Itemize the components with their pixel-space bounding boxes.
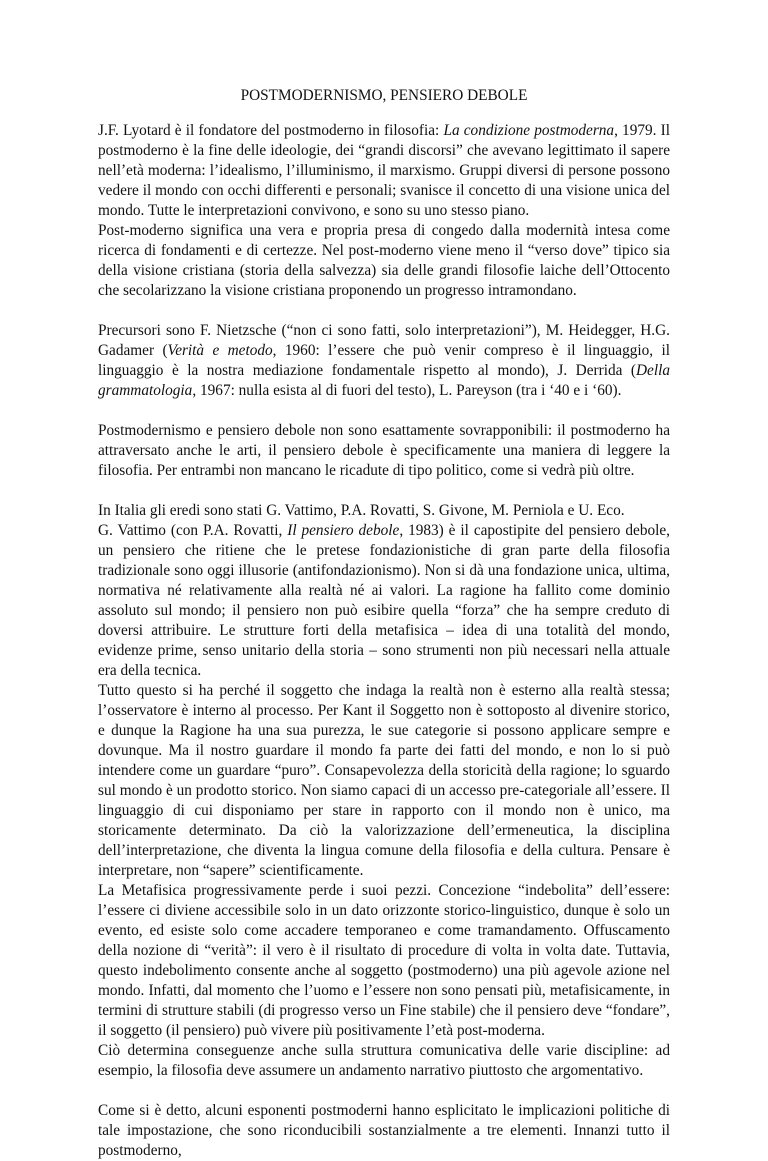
italic-title: La condizione postmoderna — [443, 122, 615, 139]
paragraph — [98, 1041, 670, 1081]
paragraph-gap — [98, 481, 670, 501]
text-run: Postmodernismo e pensiero debole non sono esattamente sovrapponibili: il postmoderno ha attraversato anche le arti, il pensiero debole è specificamente una maniera di leggere la filosofia. Per entrambi non mancano le ricadute di tipo politico, come si vedrà più oltre. — [98, 422, 670, 479]
paragraph — [98, 321, 670, 401]
text-run: Come si è detto, alcuni esponenti postmoderni hanno esplicitato le implicazioni politiche di tale impostazione, che sono riconducibili sostanzialmente a tre elementi. Innanzi tutto il postmoderno, — [98, 1102, 670, 1159]
text-run: , 1960: l’essere che può venir compreso è il linguaggio, il linguaggio è la nostra mediazione fondamentale rispetto al mondo), J. Derrida ( — [98, 342, 670, 379]
text-run: J.F. Lyotard è il fondatore del postmoderno in filosofia: — [98, 122, 444, 139]
text-run: , 1983) è il capostipite del pensiero debole, un pensiero che ritiene che le pretese fondazionistiche di gran parte della filosofia tradizionale sono oggi illusorie (antifondazionismo). Non si dà una fondazione unica, ultima, normativa né relativamente alla realtà né ai valori. La ragione ha fallito come dominio assoluto sul mondo; il pensiero non può esibire quella “forza” che ha sempre creduto di doversi attribuire. Le strutture forti della metafisica – idea di una totalità del mondo, evidenze prime, senso unitario della storia – sono strumenti non più necessari nella attuale era della tecnica. — [98, 522, 670, 679]
text-run: , 1967: nulla esista al di fuori del testo), L. Pareyson (tra i ‘40 e i ‘60). — [192, 382, 622, 399]
italic-title: Il pensiero debole — [287, 522, 400, 539]
text-run: In Italia gli eredi sono stati G. Vattimo, P.A. Rovatti, S. Givone, M. Perniola e U. Eco. — [98, 502, 625, 519]
text-run: Precursori sono F. Nietzsche (“non ci sono fatti, solo interpretazioni”), M. Heidegger, H.G. Gadamer ( — [98, 322, 670, 359]
paragraph — [98, 221, 670, 301]
paragraph — [98, 681, 670, 881]
paragraph — [98, 1101, 670, 1161]
text-run: , 1979. Il postmoderno è la fine delle ideologie, dei “grandi discorsi” che avevano legittimato il sapere nell’età moderna: l’idealismo, l’illuminismo, il marxismo. Gruppi diversi di persone possono vedere il mondo con occhi differenti e personali; svanisce il concetto di una visione unica del mondo. Tutte le interpretazioni convivono, e sono su uno stesso piano. — [98, 122, 670, 219]
italic-title: Della grammatologia — [98, 362, 670, 399]
paragraph-gap — [98, 401, 670, 421]
paragraph — [98, 521, 670, 681]
paragraph — [98, 881, 670, 1041]
document-page — [98, 86, 670, 1161]
paragraph — [98, 501, 670, 521]
text-run: G. Vattimo (con P.A. Rovatti, — [98, 522, 288, 539]
paragraph-gap — [98, 1081, 670, 1101]
text-run: Tutto questo si ha perché il soggetto che indaga la realtà non è esterno alla realtà stessa; l’osservatore è interno al processo. Per Kant il Soggetto non è sottoposto al divenire storico, e dunque la Ragione ha una sua purezza, le sue categorie si possono applicare sempre e dovunque. Ma il nostro guardare il mondo fa parte dei fatti del mondo, e non lo si può intendere come un guardare “puro”. Consapevolezza della storicità della ragione; lo sguardo sul mondo è un prodotto storico. Non siamo capaci di un accesso pre-categoriale all’essere. Il linguaggio di cui disponiamo per stare in rapporto con il mondo non è unico, ma storicamente determinato. Da ciò la valorizzazione dell’ermeneutica, la disciplina dell’interpretazione, che diventa la lingua comune della filosofia e della cultura. Pensare è interpretare, non “sapere” scientificamente. — [98, 682, 670, 879]
paragraph-gap — [98, 301, 670, 321]
document-title: POSTMODERNISMO, PENSIERO DEBOLE — [240, 87, 528, 104]
paragraph — [98, 121, 670, 221]
text-run: La Metafisica progressivamente perde i suoi pezzi. Concezione “indebolita” dell’essere: l’essere ci diviene accessibile solo in un dato orizzonte storico-linguistico, dunque è solo un evento, ed esiste solo come accadere temporaneo e come tramandamento. Offuscamento della nozione di “verità”: il vero è il risultato di procedure di volta in volta date. Tuttavia, questo indebolimento consente anche al soggetto (postmoderno) una più agevole azione nel mondo. Infatti, dal momento che l’uomo e l’essere non sono pensati più, metafisicamente, in termini di strutture stabili (di progresso verso un Fine stabile) che il pensiero deve “fondare”, il soggetto (il pensiero) può vivere più positivamente l’età post-moderna. — [98, 882, 670, 1039]
text-run: Ciò determina conseguenze anche sulla struttura comunicativa delle varie discipline: ad esempio, la filosofia deve assumere un andamento narrativo piuttosto che argomentativo. — [98, 1042, 670, 1079]
italic-title: Verità e metodo — [167, 342, 273, 359]
text-run: Post-moderno significa una vera e propria presa di congedo dalla modernità intesa come ricerca di fondamenti e di certezze. Nel post-moderno viene meno il “verso dove” tipico sia della visione cristiana (storia della salvezza) sia delle grandi filosofie laiche dell’Ottocento che secolarizzano la visione cristiana proponendo un progresso intramondano. — [98, 222, 670, 299]
document-body — [98, 121, 670, 1161]
paragraph — [98, 421, 670, 481]
